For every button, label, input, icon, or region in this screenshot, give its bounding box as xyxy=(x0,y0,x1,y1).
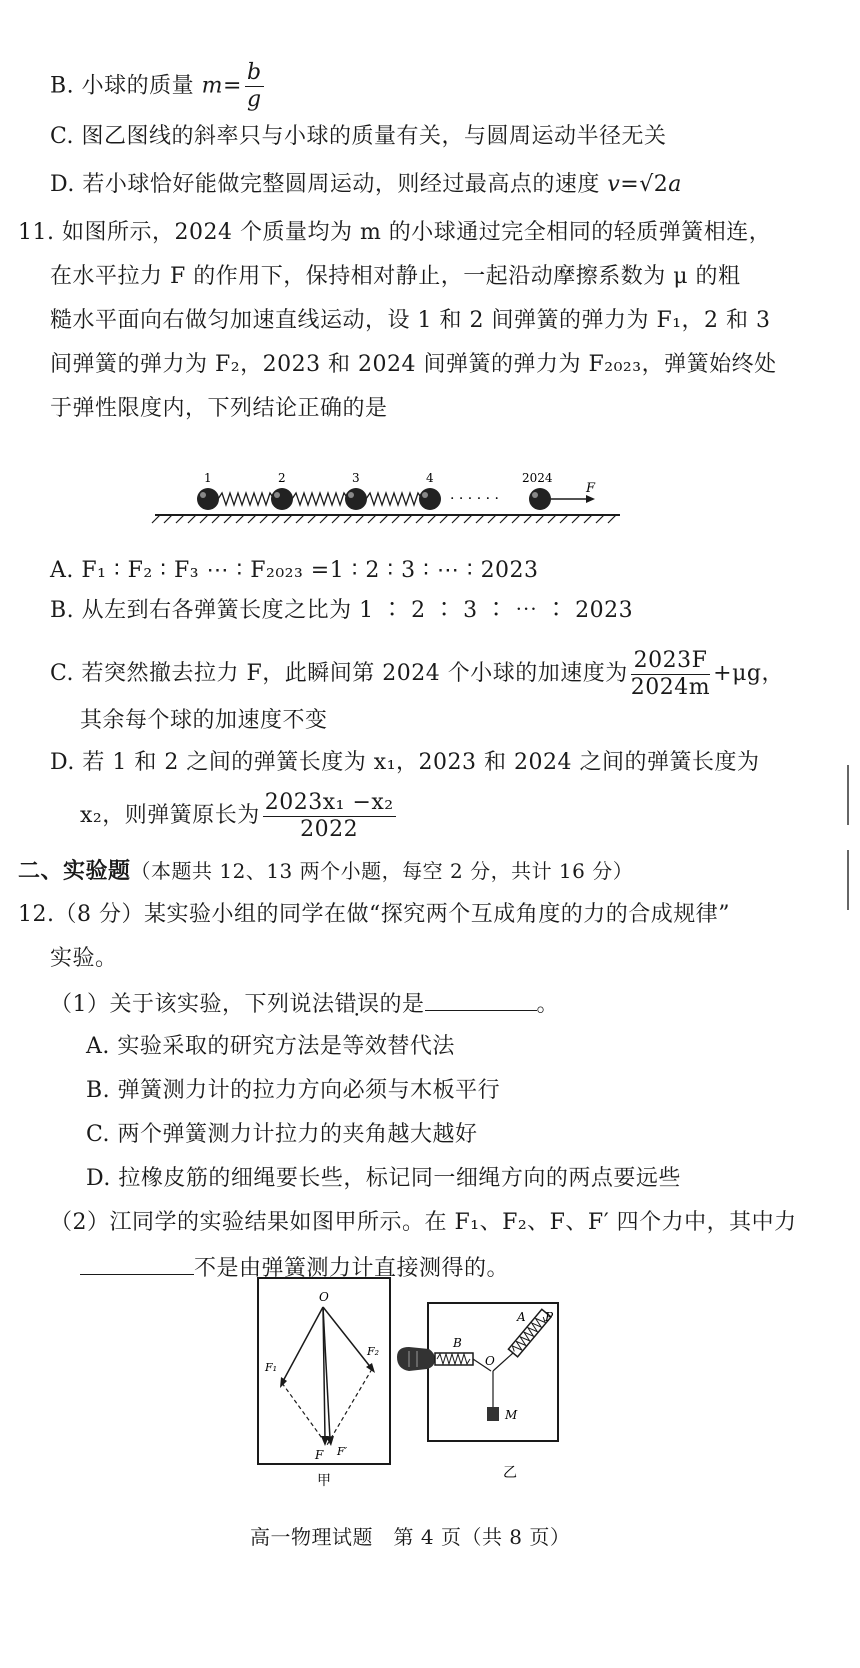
ball-4 xyxy=(419,488,441,510)
yi-label-B: B xyxy=(453,1336,462,1350)
ball-2024 xyxy=(529,488,551,510)
ball-1 xyxy=(197,488,219,510)
hand-icon xyxy=(397,1347,435,1371)
force-arrowhead xyxy=(586,495,595,503)
jia-label-O: O xyxy=(319,1290,329,1304)
ball-label-3: 3 xyxy=(352,471,360,485)
answer-blank-2[interactable] xyxy=(80,1252,194,1275)
ellipsis-dots: · · · · · · xyxy=(450,491,499,507)
section-2-header: 二、实验题（本题共 12、13 两个小题，每空 2 分，共计 16 分） xyxy=(18,858,634,884)
q11-stem-line-4: 间弹簧的弹力为 F₂，2023 和 2024 间弹簧的弹力为 F₂₀₂₃，弹簧始终处 xyxy=(50,352,777,377)
jia-label-Fprime: F′ xyxy=(337,1445,348,1458)
ball-2 xyxy=(271,488,293,510)
q12-option-d: D. 拉橡皮筋的细绳要长些，标记同一细绳方向的两点要远些 xyxy=(86,1166,681,1191)
q12-option-b: B. 弹簧测力计的拉力方向必须与木板平行 xyxy=(86,1078,501,1103)
figure-yi xyxy=(395,1295,590,1495)
q11-option-d-line-2: x₂，则弹簧原长为 $\frac{\text{2023x₁ −x₂}}{2022}$ xyxy=(80,789,394,842)
q11-option-c-line-2: 其余每个球的加速度不变 xyxy=(80,708,328,733)
q11-option-d-line-1: D. 若 1 和 2 之间的弹簧长度为 x₁，2023 和 2024 之间的弹簧长度为 xyxy=(50,750,760,775)
weight-m xyxy=(487,1407,499,1421)
yi-label-P: P xyxy=(545,1310,554,1324)
spring-ball-chain-figure xyxy=(150,470,640,560)
spring-2 xyxy=(292,493,348,505)
q11-option-a: A. F₁ ∶ F₂ ∶ F₃ ⋯ ∶ F₂₀₂₃ =1 ∶ 2 ∶ 3 ∶ ⋯ ∶ 2023 xyxy=(50,558,539,583)
q11-stem-line-2: 在水平拉力 F 的作用下，保持相对静止，一起沿动摩擦系数为 μ 的粗 xyxy=(50,264,741,289)
q10-option-c: C. 图乙图线的斜率只与小球的质量有关，与圆周运动半径无关 xyxy=(50,124,667,149)
q12-option-a: A. 实验采取的研究方法是等效替代法 xyxy=(86,1034,455,1059)
spring-3 xyxy=(366,493,422,505)
ball-label-2024: 2024 xyxy=(522,471,553,485)
force-label: F xyxy=(586,481,596,496)
ball-label-2: 2 xyxy=(278,471,286,485)
scan-edge-mark xyxy=(847,765,849,825)
q11-option-c: C. 若突然撤去拉力 F，此瞬间第 2024 个小球的加速度为 $\frac{2023F}{2024m}$ +μg， xyxy=(50,647,784,700)
ball-label-4: 4 xyxy=(426,471,434,485)
q11-stem-line-3: 糙水平面向右做匀加速直线运动，设 1 和 2 间弹簧的弹力为 F₁，2 和 3 xyxy=(50,308,771,333)
q12-part-1: （1）关于该实验，下列说法错误的是 。 xyxy=(50,988,559,1020)
q10-option-b: B. 小球的质量 m= $\frac{b}{g}$ xyxy=(50,60,262,112)
q11-stem-line-5: 于弹性限度内，下列结论正确的是 xyxy=(50,396,388,421)
q10-option-d: D. 若小球恰好能做完整圆周运动，则经过最高点的速度 v=√2a xyxy=(50,172,682,197)
q12-part-2-line-1: （2）江同学的实验结果如图甲所示。在 F₁、F₂、F、F′ 四个力中，其中力 xyxy=(50,1210,797,1235)
q11-option-b: B. 从左到右各弹簧长度之比为 1 ∶ 2 ∶ 3 ∶ ⋯ ∶ 2023 xyxy=(50,598,634,623)
q11-stem-line-1: 11. 如图所示，2024 个质量均为 m 的小球通过完全相同的轻质弹簧相连， xyxy=(18,220,772,245)
q12-option-c: C. 两个弹簧测力计拉力的夹角越大越好 xyxy=(86,1122,478,1147)
scan-edge-mark xyxy=(847,850,849,910)
ball-label-1: 1 xyxy=(204,471,212,485)
jia-caption: 甲 xyxy=(317,1473,331,1489)
yi-label-A: A xyxy=(517,1310,526,1324)
q12-stem-line-1: 12.（8 分）某实验小组的同学在做“探究两个互成角度的力的合成规律” xyxy=(18,902,730,927)
q12-part-2-line-2: 不是由弹簧测力计直接测得的。 xyxy=(80,1252,509,1284)
figure-jia xyxy=(255,1275,395,1495)
jia-label-F1: F₁ xyxy=(265,1361,278,1374)
jia-label-F2: F₂ xyxy=(367,1345,380,1358)
jia-label-F: F xyxy=(315,1448,324,1462)
yi-label-O: O xyxy=(485,1354,495,1368)
yi-label-M: M xyxy=(505,1408,518,1422)
yi-caption: 乙 xyxy=(503,1465,517,1481)
answer-blank-1[interactable] xyxy=(425,988,537,1011)
spring-1 xyxy=(218,493,274,505)
ball-3 xyxy=(345,488,367,510)
page-footer: 高一物理试题 第 4 页（共 8 页） xyxy=(250,1525,571,1549)
q12-stem-line-2: 实验。 xyxy=(50,946,118,971)
